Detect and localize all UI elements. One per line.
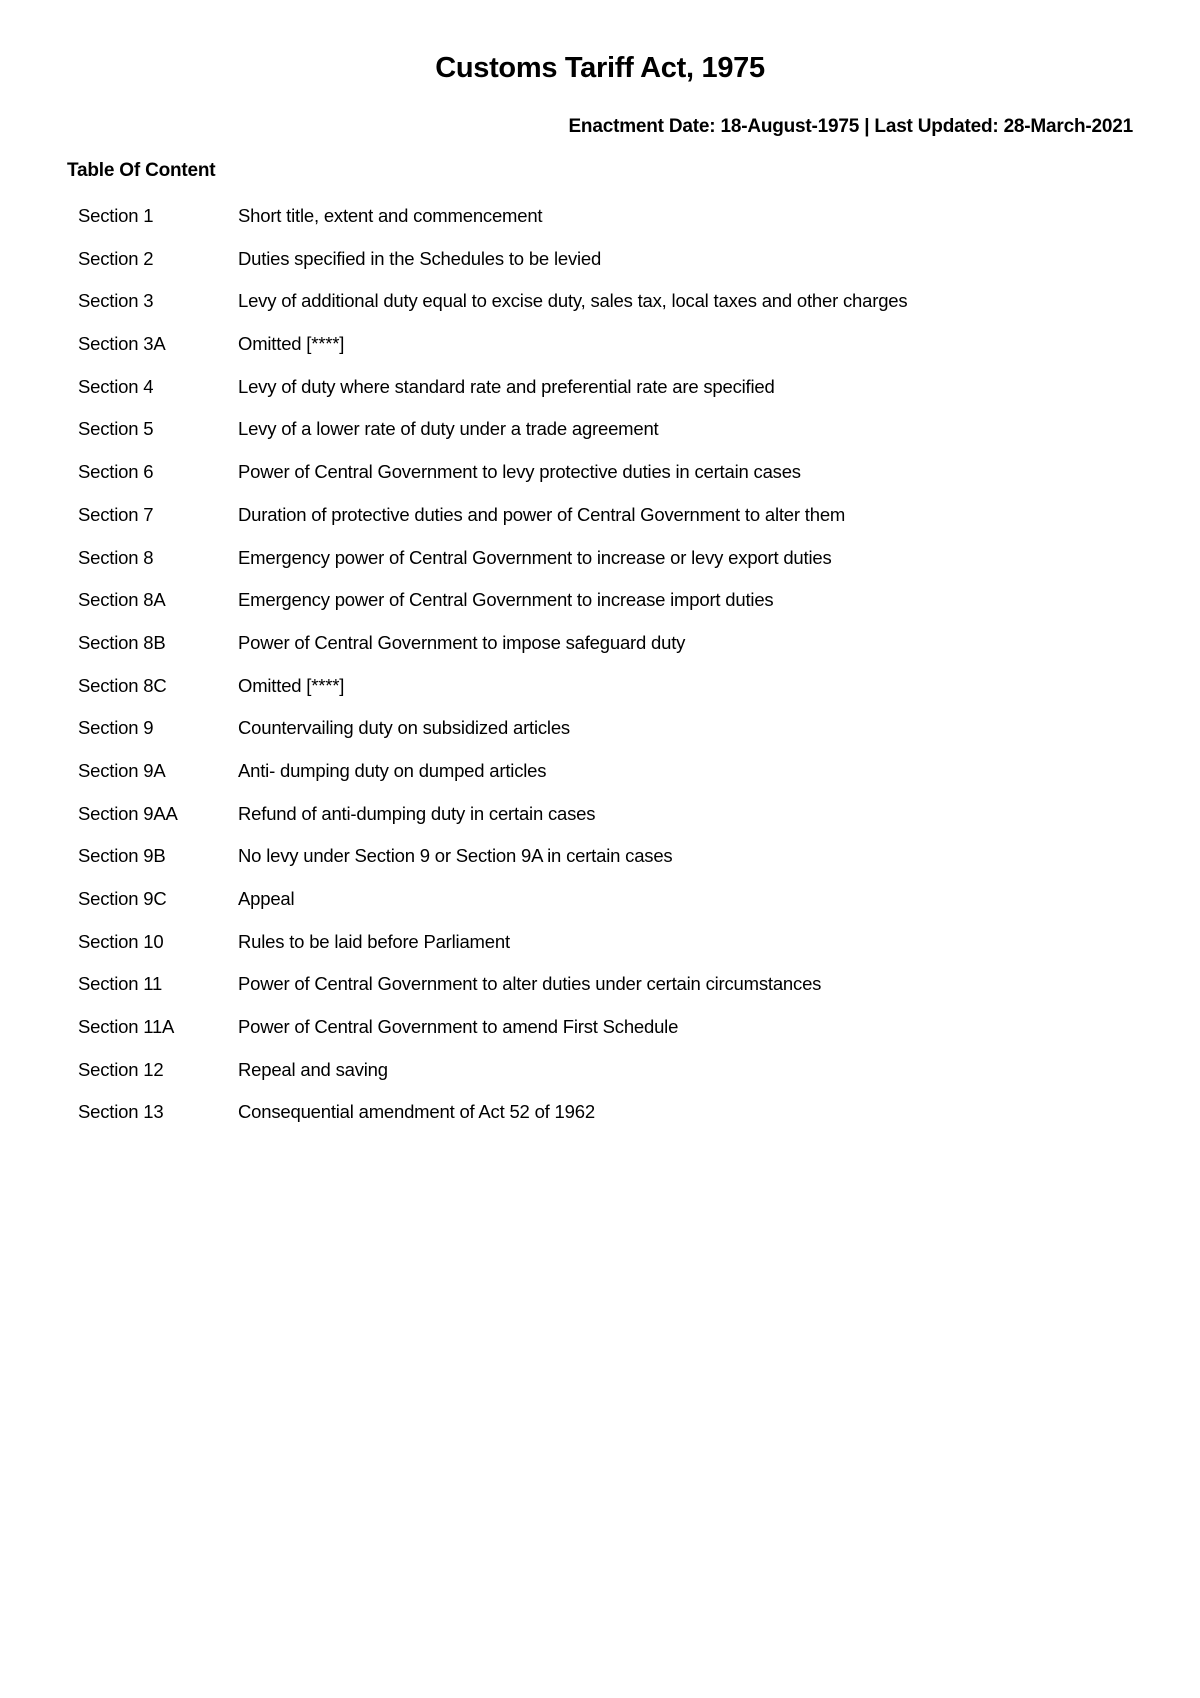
toc-section-number: Section 1: [78, 205, 154, 226]
toc-section-title: Refund of anti-dumping duty in certain cases: [238, 802, 596, 824]
toc-row: [78, 504, 1138, 547]
toc-section-title: Power of Central Government to amend First Schedule: [238, 1016, 679, 1038]
toc-section-title: Countervailing duty on subsidized articles: [238, 717, 570, 739]
toc-section-number: Section 8C: [78, 674, 167, 696]
toc-row: [78, 1059, 1138, 1102]
toc-row: [78, 760, 1138, 803]
toc-row: [78, 1016, 1138, 1059]
toc-section-number: Section 2: [78, 247, 154, 269]
toc-row: [78, 803, 1138, 846]
toc-section-number: Section 3: [78, 290, 154, 312]
toc-section-title: Repeal and saving: [238, 1058, 388, 1080]
toc-section-number: Section 9B: [78, 845, 166, 867]
toc-section-number: Section 5: [78, 418, 154, 440]
toc-section-number: Section 13: [78, 1101, 164, 1123]
toc-section-number: Section 3A: [78, 333, 166, 355]
toc-section-title: Power of Central Government to levy protective duties in certain cases: [238, 461, 801, 483]
toc-row: [78, 973, 1138, 1016]
toc-section-title: Anti- dumping duty on dumped articles: [238, 759, 547, 781]
toc-section-title: Appeal: [238, 888, 295, 909]
toc-row: [78, 931, 1138, 974]
toc-section-number: Section 6: [78, 461, 154, 483]
toc-row: [78, 845, 1138, 888]
toc-section-number: Section 8: [78, 546, 154, 568]
toc-section-title: Emergency power of Central Government to increase import duties: [238, 589, 774, 611]
toc-section-title: Emergency power of Central Government to increase or levy export duties: [238, 546, 832, 568]
toc-section-title: Rules to be laid before Parliament: [238, 930, 510, 952]
toc-section-number: Section 9C: [78, 888, 167, 909]
toc-section-number: Section 4: [78, 375, 154, 397]
toc-row: [78, 888, 1138, 931]
document-meta: Enactment Date: 18-August-1975 | Last Updated: 28-March-2021: [568, 116, 1133, 137]
toc-section-title: Duties specified in the Schedules to be levied: [238, 247, 602, 269]
toc-section-number: Section 11A: [78, 1016, 175, 1038]
toc-section-number: Section 9: [78, 717, 154, 739]
document-title: Customs Tariff Act, 1975: [435, 52, 765, 84]
toc-section-number: Section 7: [78, 503, 154, 525]
toc-section-title: Omitted [****]: [238, 333, 345, 355]
toc-row: [78, 290, 1138, 333]
toc-row: [78, 1101, 1138, 1144]
toc-row: [78, 418, 1138, 461]
toc-section-title: Omitted [****]: [238, 674, 345, 696]
toc-section-title: Levy of a lower rate of duty under a trade agreement: [238, 418, 659, 440]
toc-row: [78, 589, 1138, 632]
toc-section-number: Section 8A: [78, 589, 166, 611]
toc-row: [78, 632, 1138, 675]
toc-section-title: No levy under Section 9 or Section 9A in certain cases: [238, 845, 673, 867]
toc-row: [78, 717, 1138, 760]
toc-section-title: Short title, extent and commencement: [238, 205, 543, 226]
toc-section-number: Section 9A: [78, 759, 166, 781]
toc-section-title: Power of Central Government to impose safeguard duty: [238, 631, 686, 653]
toc-section-number: Section 9AA: [78, 802, 178, 824]
toc-section-title: Levy of additional duty equal to excise duty, sales tax, local taxes and other charges: [238, 290, 908, 312]
toc-section-number: Section 10: [78, 930, 164, 952]
toc-row: [78, 333, 1138, 376]
toc-section-title: Duration of protective duties and power of Central Government to alter them: [238, 503, 846, 525]
toc-section-title: Consequential amendment of Act 52 of 1962: [238, 1101, 595, 1123]
toc-row: [78, 248, 1138, 291]
toc-heading: Table Of Content: [67, 160, 216, 181]
toc-row: [78, 547, 1138, 590]
table-of-contents: [78, 205, 1138, 1144]
toc-section-number: Section 12: [78, 1058, 164, 1080]
toc-row: [78, 376, 1138, 419]
toc-section-number: Section 11: [78, 973, 163, 995]
toc-row: [78, 205, 1138, 248]
toc-section-number: Section 8B: [78, 631, 166, 653]
toc-section-title: Levy of duty where standard rate and preferential rate are specified: [238, 375, 775, 397]
toc-row: [78, 461, 1138, 504]
toc-row: [78, 675, 1138, 718]
toc-section-title: Power of Central Government to alter duties under certain circumstances: [238, 973, 822, 995]
